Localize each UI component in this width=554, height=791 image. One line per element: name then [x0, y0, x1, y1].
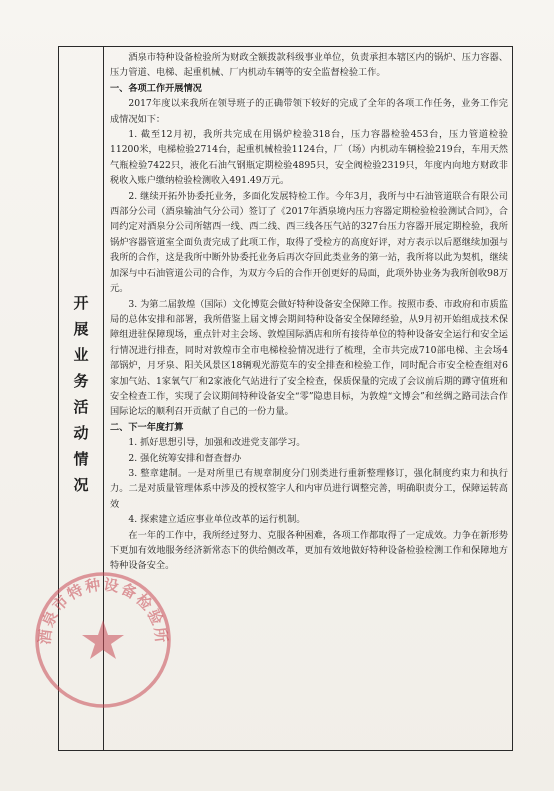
paragraph-item-3: 3. 为第二届敦煌（国际）文化博览会做好特种设备安全保障工作。按照市委、市政府和市质监局的总体安排和部署，我所借鉴上届文博会期间特种设备安全保障经验，从9月初开始组成技术保障组进驻保障现场，重点针对主会场、敦煌国际酒店和所有接待单位的特种设备安全运行和安全运行情况进行排查，同时对敦煌市全市电梯检验情况进行了梳理，全市共完成710部电梯、主会场4部锅炉，月牙泉、阳关风景区18辆观光游览车的安全排查和检验工作，同时配合市安全检查组对6家加气站、1家氧气厂和2家液化气站进行了安全检查，保质保量的完成了会议前后期的蹲守值班和安全检查工作，实现了会议期间特种设备安全“零”隐患目标，为敦煌“文博会”和丝绸之路司法合作国际论坛的顺利召开贡献了自己的一份力量。	[110, 298, 508, 418]
plan-item-1: 1. 抓好思想引导，加强和改进党支部学习。	[128, 437, 306, 449]
paragraph: 2017年度以来我所在领导班子的正确带领下较好的完成了全年的各项工作任务，业务工作完成情况如下：	[110, 98, 508, 125]
paragraph-item-2: 2. 继续开拓外协委托业务，多面化发展特检工作。今年3月，我所与中石油管道联合有限公司西部分公司（酒泉输油气分公司）签订了《2017年酒泉境内压力容器定期检验检验测试合同》，合同约定对酒泉分公司所辖西一线、西二线、西三线各压气站的327台压力容器开展定期检验，我所锅炉容器管道室全面负责完成了此项工作，取得了受检方的高度好评，对方表示以后愿继续加强与我所的合作，这是我所中断外协委托业务后再次夺回此类业务的第一站，我所将以此为契机，继续加深与中石油管道公司的合作，为双方今后的合作开创更好的局面，此项外协业务为我所创收98万元。	[110, 190, 508, 295]
side-label-char: 开	[73, 294, 89, 312]
svg-text:酒泉市特种设备检验所: 酒泉市特种设备检验所	[35, 575, 171, 646]
side-label-char: 情	[73, 450, 89, 468]
side-label-char: 业	[73, 346, 89, 364]
intro-paragraph: 酒泉市特种设备检验所为财政全额拨款科级事业单位，负责承担本辖区内的锅炉、压力容器、压力管道、电梯、起重机械、厂内机动车辆等的安全监督检验工作。	[110, 52, 508, 79]
side-label-char: 务	[73, 372, 89, 390]
plan-item-2: 2. 强化统筹安排和督查督办	[128, 452, 242, 464]
paragraph-item-1: 1. 截至12月初，我所共完成在用锅炉检验318台，压力容器检验453台，压力管道检验11200米，电梯检验2714台，起重机械检验1124台，厂（场）内机动车辆检验219台，车用天然气瓶检验7422只，液化石油气钢瓶定期检验4895只，安全阀检验2319只，年度内向地方财政非税收入账户缴纳检验检测收入491.49万元。	[110, 129, 508, 187]
report-body	[110, 50, 508, 574]
side-label-char: 动	[73, 424, 89, 442]
section-heading-1: 一、各项工作开展情况	[110, 82, 202, 94]
section-label	[58, 290, 104, 498]
plan-item-4: 4. 探索建立适应事业单位改革的运行机制。	[128, 514, 306, 526]
section-heading-2: 二、下一年度打算	[110, 421, 184, 433]
side-label-char: 展	[73, 320, 89, 338]
side-label-char: 活	[73, 398, 89, 416]
side-label-char: 况	[73, 476, 89, 494]
closing-paragraph: 在一年的工作中，我所经过努力、克服各种困难，各项工作都取得了一定成效。力争在新形势下更加有效地服务经济新常态下的供给侧改革，更加有效地做好特种设备检验检测工作和保障地方特种设备安全。	[110, 529, 508, 572]
plan-item-3: 3. 整章建制。一是对所里已有规章制度分门别类进行重新整理修订，强化制度约束力和执行力。二是对质量管理体系中涉及的授权签字人和内审员进行调整完善，明确职责分工，保障运转高效	[110, 467, 508, 510]
